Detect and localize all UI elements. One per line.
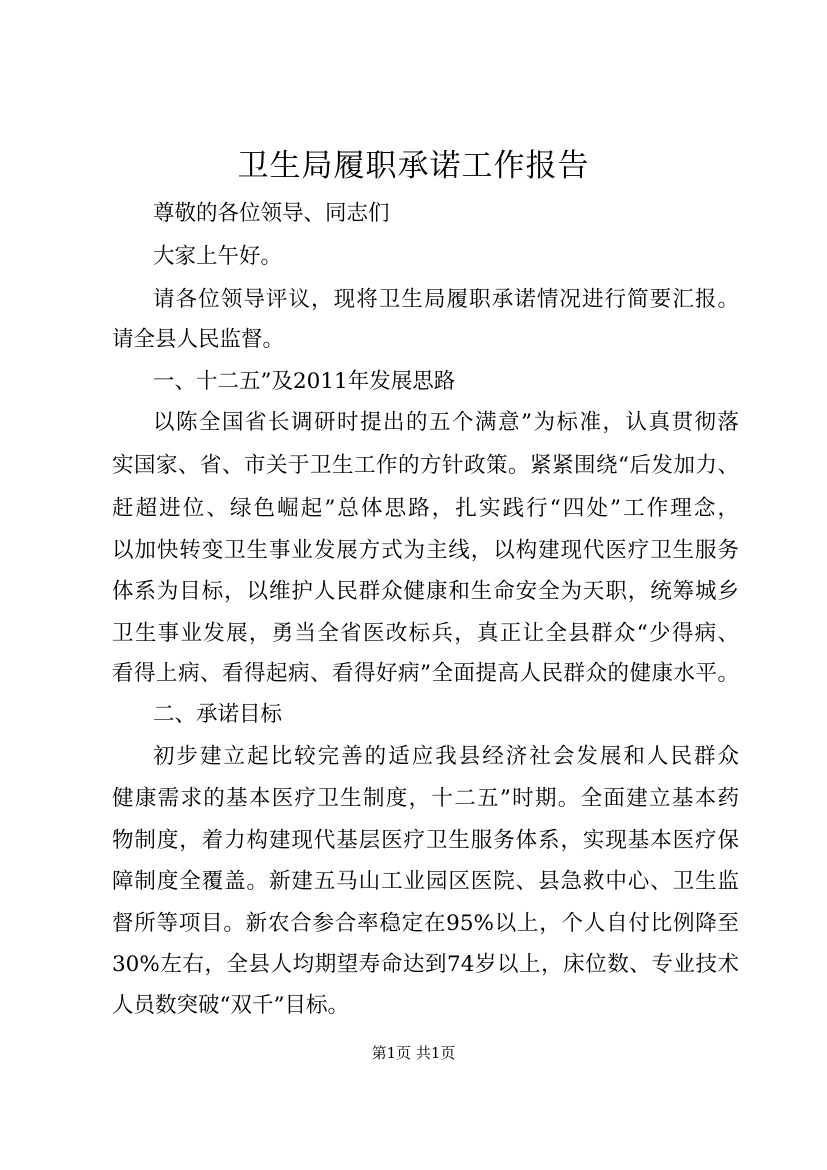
paragraph-line: 30%左右，全县人均期望寿命达到74岁以上，床位数、专业技术 xyxy=(112,952,739,977)
paragraph-line: 物制度，着力构建现代基层医疗卫生服务体系，实现基本医疗保 xyxy=(112,828,739,853)
page-footer: 第1页 共1页 xyxy=(371,1044,456,1062)
paragraph-line: 障制度全覆盖。新建五马山工业园区医院、县急救中心、卫生监 xyxy=(112,869,739,894)
paragraph-line: 请各位领导评议，现将卫生局履职承诺情况进行简要汇报。 xyxy=(153,287,739,312)
paragraph-line: 初步建立起比较完善的适应我县经济社会发展和人民群众 xyxy=(153,744,739,769)
greeting-line: 大家上午好。 xyxy=(153,244,283,269)
paragraph-line: 督所等项目。新农合参合率稳定在95%以上，个人自付比例降至 xyxy=(112,911,739,936)
paragraph-line: 人员数突破“双千”目标。 xyxy=(112,993,349,1018)
paragraph-line: 以加快转变卫生事业发展方式为主线，以构建现代医疗卫生服务 xyxy=(112,538,739,563)
paragraph-line: 赶超进位、绿色崛起”总体思路，扎实践行“四处”工作理念， xyxy=(112,496,739,521)
paragraph-line: 健康需求的基本医疗卫生制度，十二五”时期。全面建立基本药 xyxy=(112,786,739,811)
salutation-line: 尊敬的各位领导、同志们 xyxy=(153,201,390,226)
paragraph-line: 实国家、省、市关于卫生工作的方针政策。紧紧围绕“后发加力、 xyxy=(112,453,739,478)
paragraph-line: 卫生事业发展，勇当全省医改标兵，真正让全县群众“少得病、 xyxy=(112,621,739,646)
paragraph-line: 看得上病、看得起病、看得好病”全面提高人民群众的健康水平。 xyxy=(112,661,739,686)
document-title: 卫生局履职承诺工作报告 xyxy=(237,148,590,184)
paragraph-line: 体系为目标，以维护人民群众健康和生命安全为天职，统筹城乡 xyxy=(112,579,739,604)
paragraph-line: 请全县人民监督。 xyxy=(112,327,285,352)
section-heading: 一、十二五”及2011年发展思路 xyxy=(153,369,456,394)
paragraph-line: 以陈全国省长调研时提出的五个满意”为标准，认真贯彻落 xyxy=(153,410,739,435)
section-heading: 二、承诺目标 xyxy=(153,702,283,727)
